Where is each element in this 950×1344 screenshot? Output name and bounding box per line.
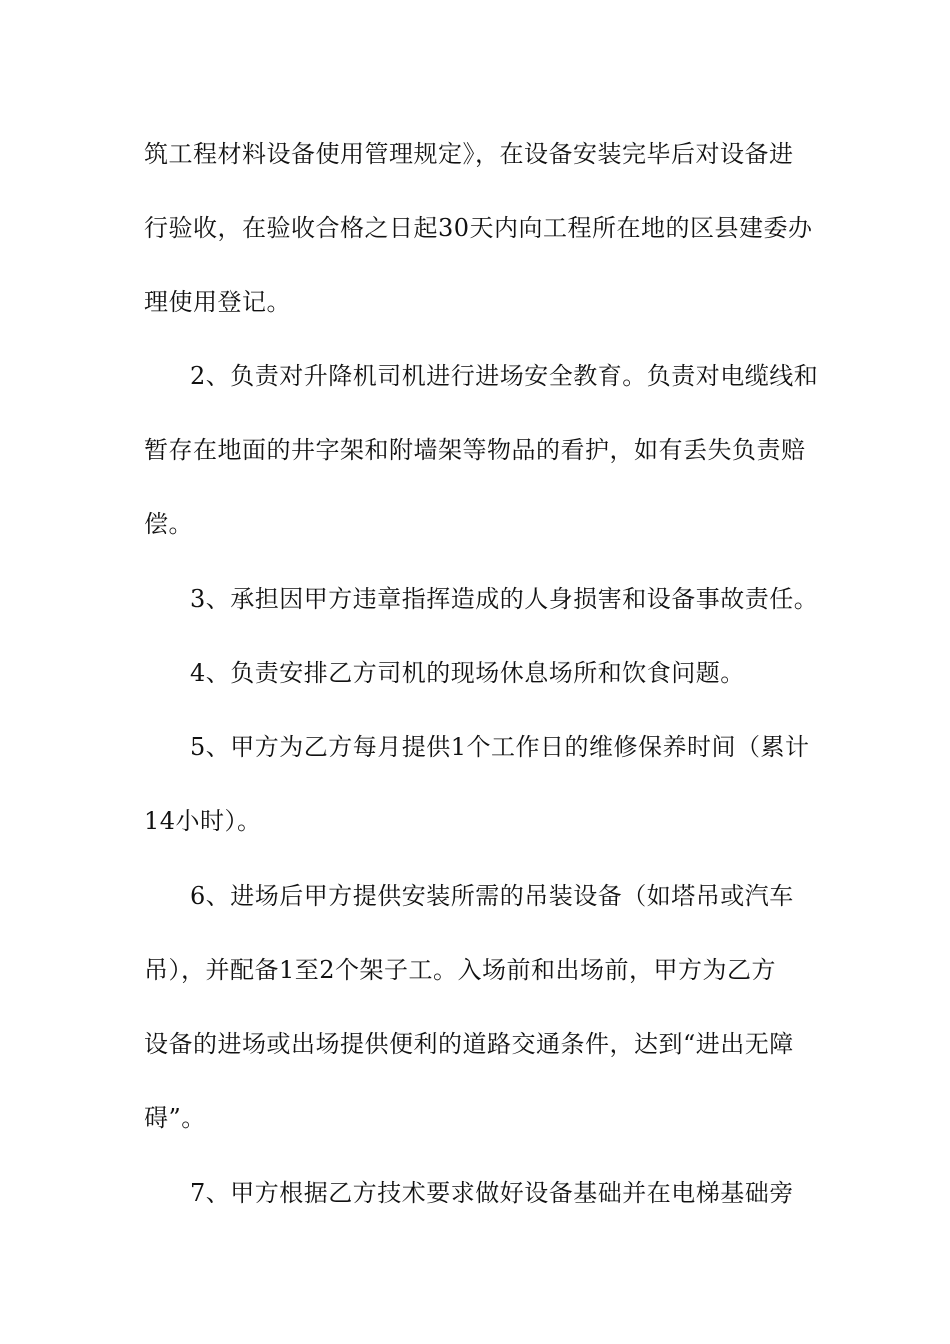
text-line: 吊），并配备1至2个架子工。入场前和出场前，甲方为乙方 [144,956,777,984]
text-line: 5、甲方为乙方每月提供1个工作日的维修保养时间（累计 [190,733,810,761]
text-line: 设备的进场或出场提供便利的道路交通条件，达到“进出无障 [144,1030,794,1058]
text-line: 偿。 [144,510,193,538]
text-line: 暂存在地面的井字架和附墙架等物品的看护，如有丢失负责赔 [144,436,806,464]
text-line: 2、负责对升降机司机进行进场安全教育。负责对电缆线和 [190,362,819,390]
text-line: 14小时）。 [144,807,262,835]
text-line: 理使用登记。 [144,288,291,316]
text-line: 7、甲方根据乙方技术要求做好设备基础并在电梯基础旁 [190,1179,794,1207]
text-line: 行验收，在验收合格之日起30天内向工程所在地的区县建委办 [144,214,813,242]
text-line: 6、进场后甲方提供安装所需的吊装设备（如塔吊或汽车 [190,882,794,910]
text-line: 4、负责安排乙方司机的现场休息场所和饮食问题。 [190,659,745,687]
text-line: 3、承担因甲方违章指挥造成的人身损害和设备事故责任。 [190,585,819,613]
text-line: 筑工程材料设备使用管理规定》，在设备安装完毕后对设备进 [144,140,794,168]
text-line: 碍”。 [144,1104,206,1132]
